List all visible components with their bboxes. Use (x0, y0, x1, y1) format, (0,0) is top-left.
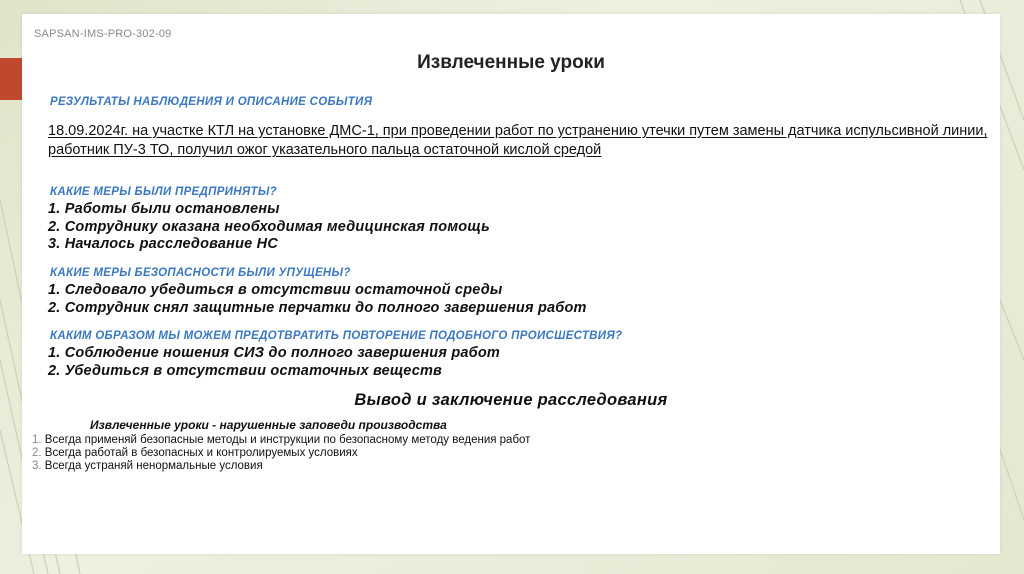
rule-item (32, 460, 530, 473)
list-item: 2. Сотрудник снял защитные перчатки до полного завершения работ (48, 299, 587, 316)
event-description: 18.09.2024г. на участке КТЛ на установке ДМС-1, при проведении работ по устранению утечки путем замены датчика испульсивной линии, работник ПУ-3 ТО, получил ожог указательного пальца остаточной кислой средой (48, 123, 988, 158)
list-item: 1. Работы были остановлены (48, 201, 280, 217)
rule-number: 3. (32, 460, 42, 472)
prevention-heading: КАКИМ ОБРАЗОМ МЫ МОЖЕМ ПРЕДОТВРАТИТЬ ПОВТОРЕНИЕ ПОДОБНОГО ПРОИСШЕСТВИЯ? (50, 330, 623, 342)
list-item: 1. Соблюдение ношения СИЗ до полного завершения работ (48, 345, 500, 361)
event-heading: РЕЗУЛЬТАТЫ НАБЛЮДЕНИЯ И ОПИСАНИЕ СОБЫТИЯ (50, 96, 373, 108)
list-item: 2. Убедиться в отсутствии остаточных веществ (48, 362, 443, 379)
rule-item (32, 434, 530, 447)
page-title: Извлеченные уроки (417, 52, 605, 73)
document-page (22, 14, 1000, 554)
measures-taken-heading: КАКИЕ МЕРЫ БЫЛИ ПРЕДПРИНЯТЫ? (50, 186, 277, 198)
missed-measures-list (48, 282, 587, 317)
list-item: 3. Началось расследование НС (48, 236, 279, 252)
rule-text: Всегда применяй безопасные методы и инструкции по безопасному методу ведения работ (44, 434, 531, 446)
prevention-list (48, 345, 500, 380)
lessons-rules-list (32, 434, 530, 473)
rule-number: 2. (32, 447, 42, 459)
list-item: 2. Сотруднику оказана необходимая медицинская помощь (48, 218, 490, 235)
conclusion-title: Вывод и заключение расследования (354, 391, 668, 409)
list-item: 1. Следовало убедиться в отсутствии остаточной среды (48, 282, 503, 298)
document-code: SAPSAN-IMS-PRO-302-09 (34, 28, 172, 40)
missed-measures-heading: КАКИЕ МЕРЫ БЕЗОПАСНОСТИ БЫЛИ УПУЩЕНЫ? (50, 267, 351, 279)
lessons-heading: Извлеченные уроки - нарушенные заповеди производства (90, 418, 447, 432)
rule-number: 1. (32, 434, 42, 446)
rule-text: Всегда работай в безопасных и контролируемых условиях (44, 447, 358, 459)
measures-taken-list (48, 201, 490, 254)
rule-item (32, 447, 530, 460)
rule-text: Всегда устраняй ненормальные условия (44, 460, 263, 472)
